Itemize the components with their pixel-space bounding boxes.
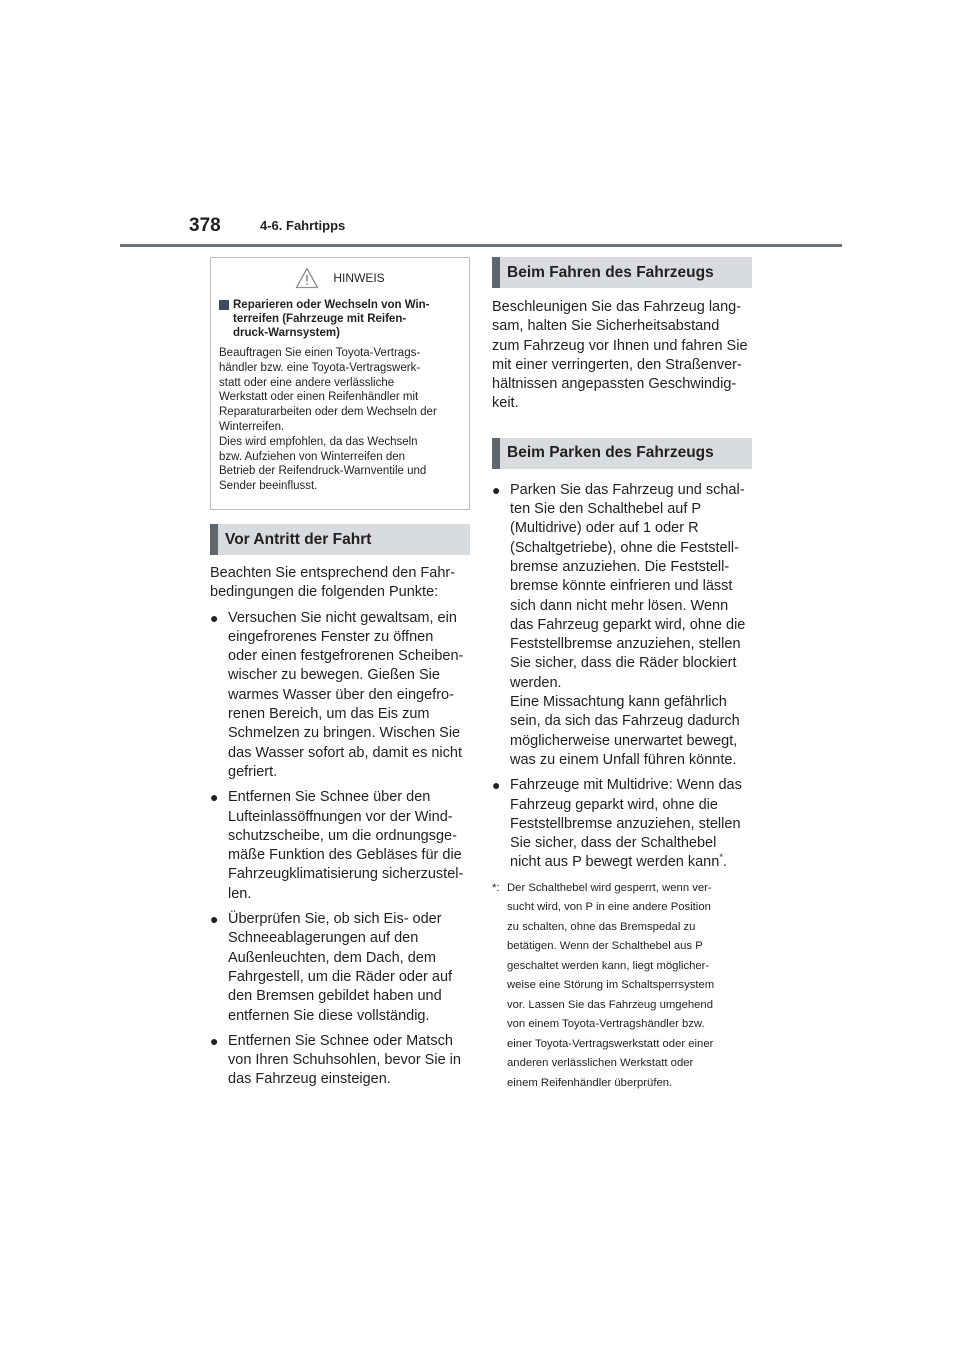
notice-title: HINWEIS [333, 271, 385, 285]
list-item [210, 609, 470, 783]
notice-body: Beauftragen Sie einen Toyota-Vertrags- händler bzw. eine Toyota-Vertragswerk- statt oder eine andere verlässliche Werkstatt oder einen Reifenhändler mit Reparaturarbeiten oder dem Wechseln der Winterreifen. Dies wird empfohlen, da das Wechseln bzw. Aufziehen von Winterreifen den Betrieb der Reifendruck-Warnventile und Sender beeinflusst. [219, 347, 437, 493]
footnote [492, 879, 752, 1094]
heading-before-driving: Vor Antritt der Fahrt [210, 524, 470, 555]
list-item [210, 910, 470, 1026]
footnote-reference: * [719, 852, 723, 863]
left-column [210, 257, 470, 1090]
bullet-dot-icon: ● [492, 481, 501, 498]
bullet-dot-icon: ● [492, 777, 501, 794]
section-title: 4-6. Fahrtipps [260, 218, 346, 233]
page-number: 378 [189, 215, 221, 236]
bullet-dot-icon: ● [210, 1032, 219, 1049]
header-divider [120, 244, 842, 247]
list-item-text: Parken Sie das Fahrzeug und schal- ten Sie den Schalthebel auf P (Multidrive) oder auf 1 oder R (Schaltgetriebe), ohne die Feststell- bremse anzuziehen. Die Feststell- bremse könnte einfrieren und lässt sich dann nicht mehr lösen. Wenn das Fahrzeug geparkt wird, ohne die Feststellbremse anzuziehen, stellen Sie sicher, dass die Räder blockiert werden. Eine Missachtung kann gefährlich sein, da sich das Fahrzeug dadurch möglicherweise unerwartet bewegt, was zu einem Unfall führen könnte. [510, 481, 746, 768]
notice-subheading-text: Reparieren oder Wechseln von Win- terreifen (Fahrzeuge mit Reifen- druck-Warnsystem) [233, 299, 430, 339]
list-item-text [510, 776, 742, 872]
list-item-text: Entfernen Sie Schnee über den Lufteinlassöffnungen vor der Wind- schutzscheibe, um die ordnungsge- mäße Funktion des Gebläses für die Fahrzeugklimatisierung sicherzustel- len. [228, 789, 464, 902]
list-item [210, 788, 470, 904]
square-bullet-icon [219, 300, 229, 310]
driving-text: Beschleunigen Sie das Fahrzeug lang- sam, halten Sie Sicherheitsabstand zum Fahrzeug vor Ihnen und fahren Sie mit einer verringerten, den Straßenver- hältnissen angepassten Geschwindig- keit. [492, 299, 748, 412]
list-item-text-main: Fahrzeuge mit Multidrive: Wenn das Fahrzeug geparkt wird, ohne die Feststellbremse anzuziehen, stellen Sie sicher, dass der Schalthebel nicht aus P bewegt werden kann [510, 777, 742, 871]
bullet-dot-icon: ● [210, 789, 219, 806]
bullet-dot-icon: ● [210, 609, 219, 626]
notice-header [219, 266, 461, 290]
list-item-text: Versuchen Sie nicht gewaltsam, ein eingefrorenes Fenster zu öffnen oder einen festgefrorenen Scheiben- wischer zu bewegen. Gießen Sie warmes Wasser über den eingefro- renen Bereich, um das Eis zum Schmelzen zu bringen. Wischen Sie das Wasser sofort ab, damit es nicht gefriert. [228, 609, 464, 780]
notice-box [210, 257, 470, 510]
heading-parking: Beim Parken des Fahrzeugs [492, 438, 752, 469]
footnote-text: Der Schalthebel wird gesperrt, wenn ver- sucht wird, von P in eine andere Position zu schalten, ohne das Bremspedal zu betätigen. Wenn der Schalthebel aus P geschaltet werden kann, liegt möglicher- weise eine Störung im Schaltsperrsystem vor. Lassen Sie das Fahrzeug umgehend von einem Toyota-Vertragshändler bzw. einer Toyota-Vertragswerkstatt oder einer anderen verlässlichen Werkstatt oder einem Reifenhändler überprüfen. [507, 881, 715, 1089]
heading-while-driving: Beim Fahren des Fahrzeugs [492, 257, 752, 288]
list-item [210, 1032, 470, 1090]
notice-subheading [219, 298, 461, 340]
list-item-text: Überprüfen Sie, ob sich Eis- oder Schneeablagerungen auf den Außenleuchten, dem Dach, dem Fahrgestell, um die Räder oder auf den Bremsen gebildet haben und entfernen Sie diese vollständig. [228, 911, 453, 1024]
list-item [492, 776, 752, 872]
bullet-dot-icon: ● [210, 911, 219, 928]
list-item [492, 481, 752, 770]
footnote-marker: *: [492, 881, 500, 894]
intro-text: Beachten Sie entsprechend den Fahr- bedingungen die folgenden Punkte: [210, 565, 456, 601]
list-item-text-end: . [722, 854, 727, 871]
right-column [492, 257, 752, 1093]
list-item-text: Entfernen Sie Schnee oder Matsch von Ihren Schuhsohlen, bevor Sie in das Fahrzeug einsteigen. [228, 1032, 461, 1088]
warning-triangle-icon [295, 267, 319, 289]
